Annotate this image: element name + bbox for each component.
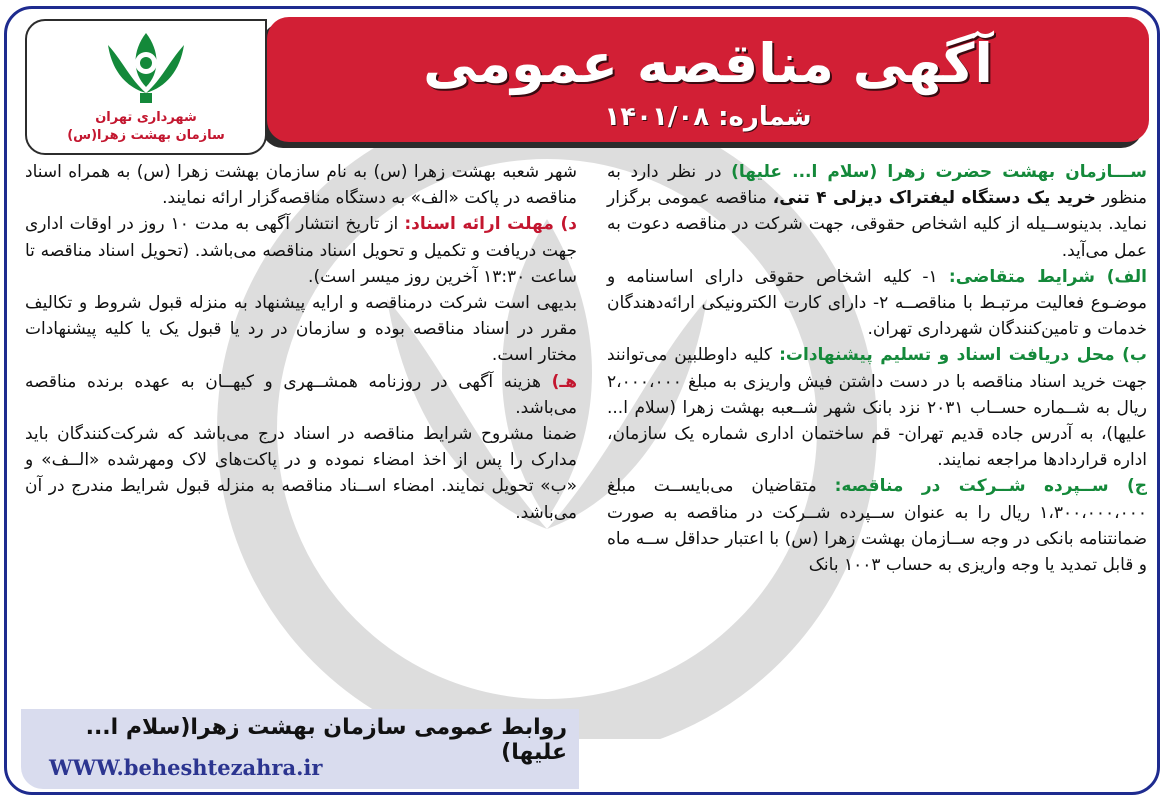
conditions-paragraph: بدیهی است شرکت درمناقصه و ارایه پیشنهاد به منزله قبول شروط و تکالیف مقرر در اسناد مناقصه بوده و سازمان در رد یا قبول یک یا کلیه پیشنهادات مختار است. [25, 293, 577, 366]
website-link[interactable]: WWW.beheshtezahra.ir [49, 755, 323, 780]
logo [25, 19, 267, 155]
logo-line-1: شهرداری تهران [95, 110, 197, 125]
intro-paragraph: ســـازمان بهشت حضرت زهرا (سلام ا... علیها) در نظر دارد به منظور خرید یک دستگاه لیفتراک دیزلی ۴ تنی، مناقصه عمومی برگزار نماید. بدینوســیله از کلیه اشخاص حقوقی، جهت شرکت در مناقصه دعوت به عمل می‌آید. [607, 162, 1148, 261]
notice-number [267, 99, 1149, 135]
notice-header [267, 17, 1149, 142]
tulip-emblem-icon [96, 29, 196, 109]
section-jim: ج) ســپرده شــرکت در مناقصه: متقاضیان می‌بایســت مبلغ ۱،۳۰۰،۰۰۰،۰۰۰ ریال را به عنوان ســپرده شــرکت در مناقصه به صورت ضمانتنامه بانکی در وجه ســازمان بهشت زهرا (س) با اعتبار حداقل ســه ماه و قابل تمدید یا وجه واریزی به حساب ۱۰۰۳ بانک [607, 476, 1147, 576]
right-column [607, 159, 1147, 578]
section-dal-heading: د) مهلت ارائه اسناد: [404, 214, 577, 235]
section-be-heading: ب) محل دریافت اسناد و تسلیم پیشنهادات: [779, 345, 1147, 366]
footer-title: روابط عمومی سازمان بهشت زهرا(سلام ا... علیها) [85, 715, 567, 765]
section-be: ب) محل دریافت اسناد و تسلیم پیشنهادات: کلیه داوطلبین می‌توانند جهت خرید اسناد مناقصه با در دست داشتن فیش واریزی به مبلغ ۲،۰۰۰،۰۰۰ ریال به شــماره حســاب ۲۰۳۱ نزد بانک شهر شــعبه بهشت زهرا (سلام ا... علیها)، به آدرس جاده قدیم تهران- قم ساختمان اداری شماره یک سازمان، اداره قراردادها مراجعه نمایند. [607, 345, 1147, 471]
footer [21, 709, 579, 789]
section-dal: د) مهلت ارائه اسناد: از تاریخ انتشار آگهی به مدت ۱۰ روز در اوقات اداری جهت دریافت و تکمیل و تحویل اسناد مناقصه می‌باشد. (تحویل اسناد مناقصه تا ساعت ۱۳:۳۰ آخرین روز میسر است). [25, 214, 577, 287]
continuation-paragraph: شهر شعبه بهشت زهرا (س) به نام سازمان بهشت زهرا (س) به همراه اسناد مناقصه در پاکت «الف» به دستگاه مناقصه‌گزار ارائه نمایند. [25, 162, 577, 209]
section-he-heading: هـ) [551, 371, 577, 392]
notice-frame [4, 6, 1160, 795]
notice-number-value: ۱۴۰۱/۰۸ [604, 102, 710, 132]
page-title: آگهی مناقصه عمومی [423, 32, 993, 95]
section-he: هـ) هزینه آگهی در روزنامه همشــهری و کیهــان به عهده برنده مناقصه می‌باشد. [25, 371, 577, 418]
section-alef-heading: الف) شرایط متقاضی: [948, 266, 1148, 287]
left-column [25, 159, 577, 526]
organization-name: ســـازمان بهشت حضرت زهرا (سلام ا... علیها) [731, 162, 1147, 182]
notice-number-label: شماره: [718, 102, 812, 132]
section-jim-heading: ج) ســپرده شــرکت در مناقصه: [834, 476, 1147, 497]
closing-paragraph: ضمنا مشروح شرایط مناقصه در اسناد درج می‌باشد که شرکت‌کنندگان باید مدارک را پس از اخذ امضاء نموده و در پاکت‌های لاک ومهرشده «الــف» و «ب» تحویل نمایند. امضاء اســناد مناقصه به منزله قبول شرایط مندرج در آن می‌باشد. [25, 424, 577, 523]
logo-line-2: سازمان بهشت زهرا(س) [67, 128, 225, 143]
tender-subject: خرید یک دستگاه لیفتراک دیزلی ۴ تنی، [772, 188, 1096, 209]
section-alef: الف) شرایط متقاضی: ۱- کلیه اشخاص حقوقی دارای اساسنامه و موضـوع فعالیت مرتبـط با مناقصــه ۲- دارای کارت الکترونیکی ارائه‌دهندگان خدمات و تامین‌کنندگان شهرداری تهران. [607, 266, 1148, 340]
